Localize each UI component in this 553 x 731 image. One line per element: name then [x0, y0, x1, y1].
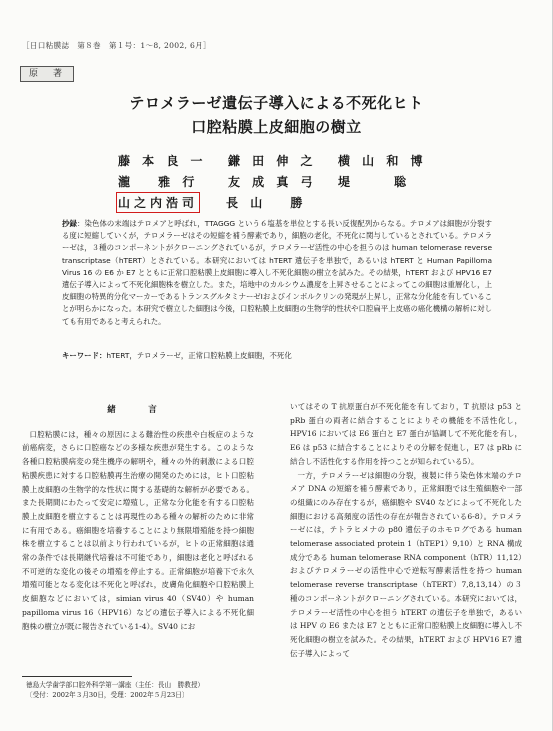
body-paragraph: いてはその T 抗原蛋白が不死化能を有しており，T 抗原は p53 と pRb 蛋白の両者に結合することによりその機能を不活性化し，HPV16 においては E6 蛋白と E7 蛋白が協調して不死化能を有し，E6 は p53 に結合することによりその分解を促進し，E7 は pRb に結合し不活性化する作用を持つことが知られている5）。 [290, 402, 522, 466]
footnote [26, 680, 266, 700]
abstract [62, 218, 492, 328]
abstract-text: ：染色体の末端はテロメアと呼ばれ，TTAGGG という６塩基を単位とする長い反復配列からなる。テロメアは細胞が分裂する度に短縮していくが，テロメラーゼはその短縮を補う酵素であり，細胞の老化，不死化に関与しているとされている。テロメラーゼは，３種のコンポーネントがクローニングされているが，テロメラーゼ活性の中心を担うのは human telomerase reverse transcriptase（hTERT）とされている。本研究においては hTERT 遺伝子を単独で，あるいは hTERT と Human Papilloma Virus 16 の E6 か E7 とともに正常口腔粘膜上皮細胞に導入し不死化細胞の樹立を試みた。その結果，hTERT および HPV16 E7 遺伝子導入によって不死化細胞株を樹立した。また，培地中のカルシウム濃度を上昇させることによってこの細胞は重層化し，上皮細胞の特異的分化マーカーであるトランスグルタミナーゼⅠおよびインボルクリンの発現が上昇し，正常な分化能を有していることが明らかになった。本研究で樹立した細胞は今後，口腔粘膜上皮細胞の生物学的性状や口腔扁平上皮癌の癌化機構の解析に対しても有用であると考えられた。 [62, 219, 492, 326]
author-name: 鎌 田 伸 之 [228, 154, 317, 168]
author-name: 友 成 真 弓 [228, 175, 317, 189]
footnote-affiliation: 徳島大学歯学部口腔外科学第一講座（主任：長山 勝教授） [26, 681, 205, 689]
article-category: 原 著 [20, 66, 74, 82]
author-row [118, 150, 448, 171]
body-paragraph: 口腔粘膜には，種々の原因による難治性の疾患や白板症のような前癌病変，さらに口腔癌などの多様な疾患が発生する。このような各種口腔粘膜病変の発生機序の解明や，種々の外的刺激による口腔粘膜疾患に対する口腔粘膜再生治療の開発のためには，ヒト口腔粘膜上皮細胞の生物学的な性状に関する基礎的な解析が必要である。また長期間にわたって安定に増殖し，正常な分化能を有する口腔粘膜上皮細胞を樹立することは再現性のある種々の解析のために非常に有用である。癌細胞を培養することにより無限増殖能を持つ細胞株を樹立することは以前より行われているが，ヒトの正常細胞は通常の条件では長期継代培養は不可能であり，細胞は老化と呼ばれる不可逆的な変化の後その増殖を停止する。正常細胞が培養下で永久増殖可能となる変化は不死化と呼ばれ，皮膚角化細胞や口腔粘膜上皮細胞などにおいては，simian virus 40（SV40）や human papilloma virus 16（HPV16）などの遺伝子導入による不死化細胞株の樹立が既に報告されている1-4）。SV40 にお [22, 429, 254, 631]
body-column-left [22, 400, 254, 633]
footnote-dates: 〔受付：2002年３月30日，受理：2002年５月23日〕 [26, 691, 189, 699]
author-name: 堤 聡 [338, 175, 411, 189]
author-name: 藤 本 良 一 [118, 154, 207, 168]
author-row [118, 171, 448, 192]
author-row [118, 192, 448, 213]
body-paragraph: 一方，テロメラーゼは細胞の分裂，複製に伴う染色体末端のテロメア DNA の短縮を補う酵素であり，正常細胞では生殖細胞や一部の組織にのみ存在するが，癌細胞や SV40 などによって不死化した細胞における高頻度の活性の存在が報告されている6-8）。テロメラーゼには，テトラヒメナの p80 遺伝子のホモログである human telomerase associated protein 1（hTEP1）9,10）と RNA 構成成分である human telomerase RNA component（hTR）11,12）およびテロメラーゼの活性中心で逆転写酵素活性を持つ human telomerase reverse transcriptase（hTERT）7,8,13,14）の３種のコンポーネントがクローニングされている。本研究においては，テロメラーゼ活性の中心を担う hTERT の遺伝子を単独で，あるいは HPV の E6 または E7 とともに正常口腔粘膜上皮細胞に導入し不死化細胞の樹立を試みた。その結果，hTERT および HPV16 E7 遺伝子導入によって [290, 470, 522, 658]
footnote-divider [22, 676, 132, 677]
body-column-right [290, 400, 522, 660]
author-name: 横 山 和 博 [338, 154, 427, 168]
section-heading: 緒 言 [107, 405, 169, 415]
abstract-lead: 抄録 [62, 219, 77, 228]
author-name-highlighted: 山之内浩司 [118, 196, 199, 210]
keywords [62, 350, 492, 361]
author-name: 瀧 雅 行 [118, 175, 199, 189]
journal-citation: ［日口粘膜誌 第８巻 第１号：1～8, 2002, 6月］ [22, 41, 211, 50]
keywords-label: キーワード： [62, 351, 107, 360]
title-line-1: テロメラーゼ遺伝子導入による不死化ヒト [129, 94, 424, 112]
author-name: 長 山 勝 [226, 196, 307, 210]
keywords-text: hTERT，テロメラーゼ，正常口腔粘膜上皮細胞，不死化 [106, 351, 292, 360]
author-list [118, 150, 448, 213]
title-line-2: 口腔粘膜上皮細胞の樹立 [191, 118, 362, 136]
